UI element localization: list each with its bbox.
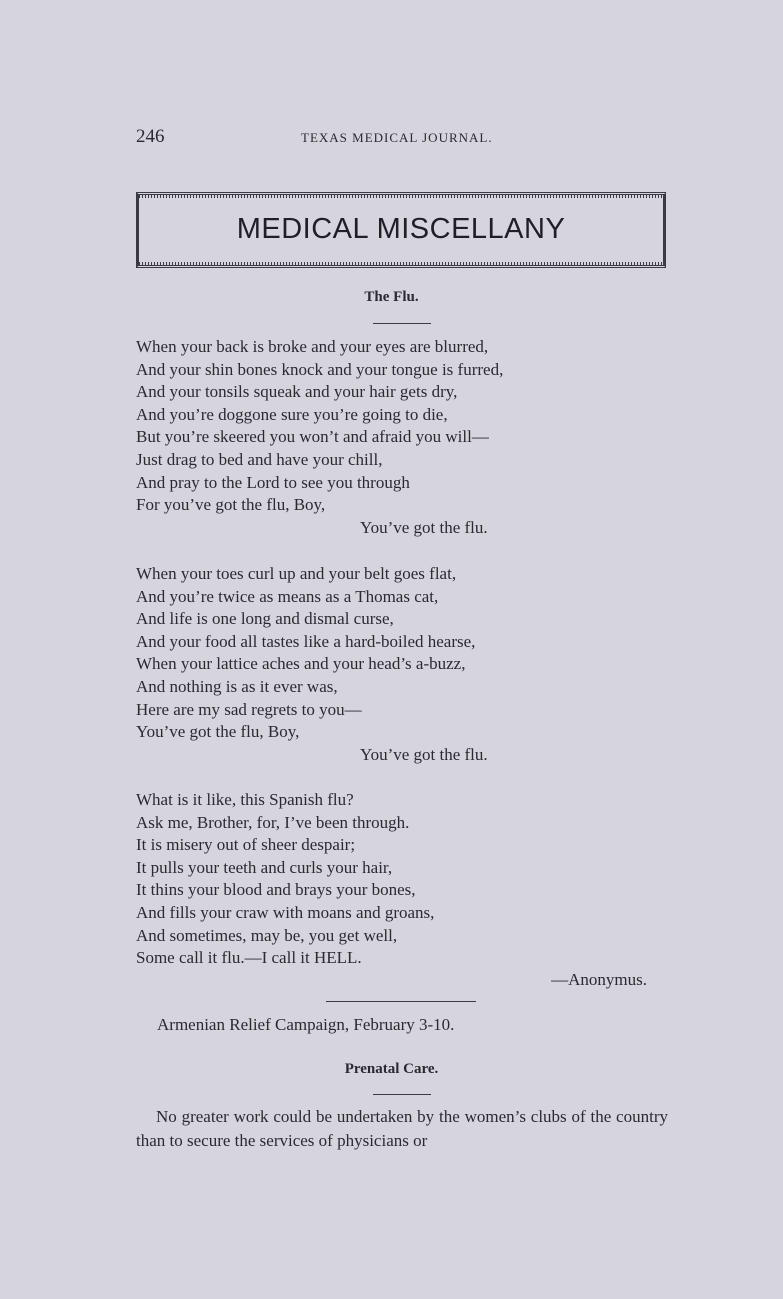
poem-line: And pray to the Lord to see you through	[136, 472, 410, 492]
poem-line: Some call it flu.—I call it HELL.	[136, 948, 362, 968]
poem-line: And you’re doggone sure you’re going to die,	[136, 404, 448, 424]
poem-line: When your lattice aches and your head’s a-buzz,	[136, 654, 466, 674]
heading-rule	[373, 323, 431, 324]
poem-stanza-2	[136, 563, 488, 766]
poem-line: And your shin bones knock and your tongue is furred,	[136, 359, 504, 379]
poem-signature: —Anonymus.	[551, 970, 647, 989]
journal-title: TEXAS MEDICAL JOURNAL.	[301, 130, 493, 145]
campaign-notice: Armenian Relief Campaign, February 3-10.	[157, 1015, 455, 1034]
heading-rule	[373, 1094, 431, 1095]
section-divider	[326, 1001, 476, 1002]
poem-line: And nothing is as it ever was,	[136, 676, 338, 696]
poem-line: And fills your craw with moans and groans,	[136, 902, 435, 922]
poem-line: And you’re twice as means as a Thomas cat,	[136, 586, 439, 606]
page-number: 246	[136, 126, 165, 147]
poem-stanza-1	[136, 336, 503, 539]
poem-line: It thins your blood and brays your bones,	[136, 880, 416, 900]
poem-line: You’ve got the flu, Boy,	[136, 722, 300, 742]
poem-line: When your toes curl up and your belt goes flat,	[136, 564, 457, 583]
poem-line: For you’ve got the flu, Boy,	[136, 495, 326, 515]
poem-refrain: You’ve got the flu.	[360, 744, 488, 764]
poem-line: When your back is broke and your eyes are blurred,	[136, 337, 489, 356]
poem-line: It pulls your teeth and curls your hair,	[136, 857, 393, 877]
poem-line: Just drag to bed and have your chill,	[136, 449, 383, 469]
poem-refrain: You’ve got the flu.	[360, 517, 488, 537]
prenatal-paragraph: No greater work could be undertaken by the women’s clubs of the country than to secure the services of physicians or	[136, 1107, 668, 1150]
poem-line: But you’re skeered you won’t and afraid you will—	[136, 427, 489, 447]
poem-line: And your food all tastes like a hard-boiled hearse,	[136, 631, 476, 651]
poem-line: Ask me, Brother, for, I’ve been through.	[136, 812, 410, 832]
poem-line: Here are my sad regrets to you—	[136, 699, 362, 719]
prenatal-heading: Prenatal Care.	[344, 1061, 439, 1077]
poem-line: What is it like, this Spanish flu?	[136, 790, 354, 809]
section-banner	[136, 192, 666, 268]
banner-title: MEDICAL MISCELLANY	[236, 213, 566, 245]
running-head	[136, 126, 667, 150]
poem-line: And sometimes, may be, you get well,	[136, 925, 398, 945]
poem-stanza-3	[136, 789, 434, 970]
poem-line: It is misery out of sheer despair;	[136, 835, 356, 855]
poem-line: And your tonsils squeak and your hair gets dry,	[136, 382, 458, 402]
poem-heading: The Flu.	[364, 289, 419, 305]
poem-line: And life is one long and dismal curse,	[136, 609, 394, 629]
